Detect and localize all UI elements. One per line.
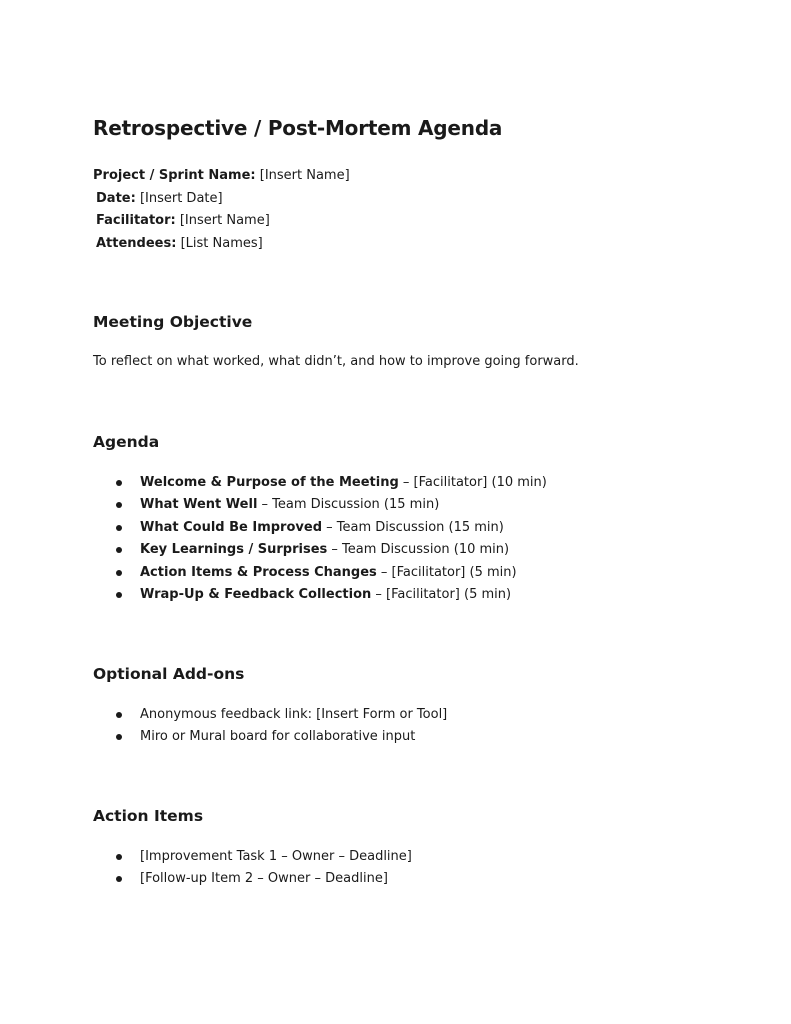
bullet-icon — [116, 734, 122, 740]
bullet-icon — [116, 592, 122, 598]
agenda-item — [93, 472, 547, 494]
action-item — [93, 868, 412, 890]
addon-item — [93, 726, 447, 748]
agenda-item — [93, 494, 547, 516]
agenda-item-title: Action Items & Process Changes — [140, 564, 377, 580]
meta-date — [93, 188, 350, 211]
meta-facilitator-value: [Insert Name] — [179, 213, 270, 228]
objective-text: To reflect on what worked, what didn’t, and how to improve going forward. — [93, 354, 579, 369]
objective-heading: Meeting Objective — [93, 313, 253, 331]
agenda-item — [93, 539, 547, 561]
action-item-text: [Improvement Task 1 – Owner – Deadline] — [140, 849, 412, 864]
addon-item — [93, 704, 447, 726]
agenda-item-title: Key Learnings / Surprises — [140, 542, 328, 558]
bullet-icon — [116, 876, 122, 882]
bullet-icon — [116, 712, 122, 718]
addons-heading: Optional Add-ons — [93, 665, 245, 683]
action-items-heading: Action Items — [93, 807, 204, 825]
meta-date-value: [Insert Date] — [139, 190, 223, 206]
agenda-item-detail: – [Facilitator] (5 min) — [376, 564, 517, 580]
agenda-item-detail: – [Facilitator] (5 min) — [371, 587, 512, 603]
agenda-item-title: Wrap-Up & Feedback Collection — [140, 587, 372, 603]
meta-facilitator-label: Facilitator: — [96, 213, 176, 228]
agenda-item-detail: – [Facilitator] (10 min) — [398, 475, 547, 490]
bullet-icon — [116, 854, 122, 860]
agenda-item-title: Welcome & Purpose of the Meeting — [140, 475, 399, 490]
document-title: Retrospective / Post-Mortem Agenda — [93, 116, 503, 140]
addon-item-text: Miro or Mural board for collaborative input — [140, 729, 416, 745]
addon-item-text: Anonymous feedback link: [Insert Form or Tool] — [140, 707, 448, 722]
action-item-text: [Follow-up Item 2 – Owner – Deadline] — [140, 871, 388, 887]
meta-facilitator — [93, 210, 350, 233]
meta-attendees — [93, 233, 350, 256]
meta-attendees-value: [List Names] — [180, 235, 263, 251]
agenda-heading: Agenda — [93, 433, 160, 451]
agenda-item-title: What Could Be Improved — [140, 519, 322, 535]
bullet-icon — [116, 480, 122, 486]
meta-block — [93, 165, 350, 255]
meta-project-value: [Insert Name] — [259, 168, 350, 183]
agenda-item-detail: – Team Discussion (15 min) — [322, 519, 504, 535]
action-items-list — [93, 846, 412, 891]
action-item — [93, 846, 412, 868]
addons-list — [93, 704, 447, 749]
meta-project — [93, 165, 350, 188]
bullet-icon — [116, 502, 122, 508]
meta-date-label: Date: — [96, 190, 136, 206]
agenda-item-title: What Went Well — [140, 497, 258, 513]
bullet-icon — [116, 547, 122, 553]
agenda-item-detail: – Team Discussion (15 min) — [257, 497, 440, 513]
agenda-item — [93, 517, 547, 539]
agenda-item-detail: – Team Discussion (10 min) — [327, 542, 510, 558]
meta-project-label: Project / Sprint Name: — [93, 168, 256, 183]
bullet-icon — [116, 570, 122, 576]
agenda-list — [93, 472, 547, 606]
agenda-item — [93, 584, 547, 606]
meta-attendees-label: Attendees: — [96, 235, 177, 251]
agenda-item — [93, 562, 547, 584]
bullet-icon — [116, 525, 122, 531]
